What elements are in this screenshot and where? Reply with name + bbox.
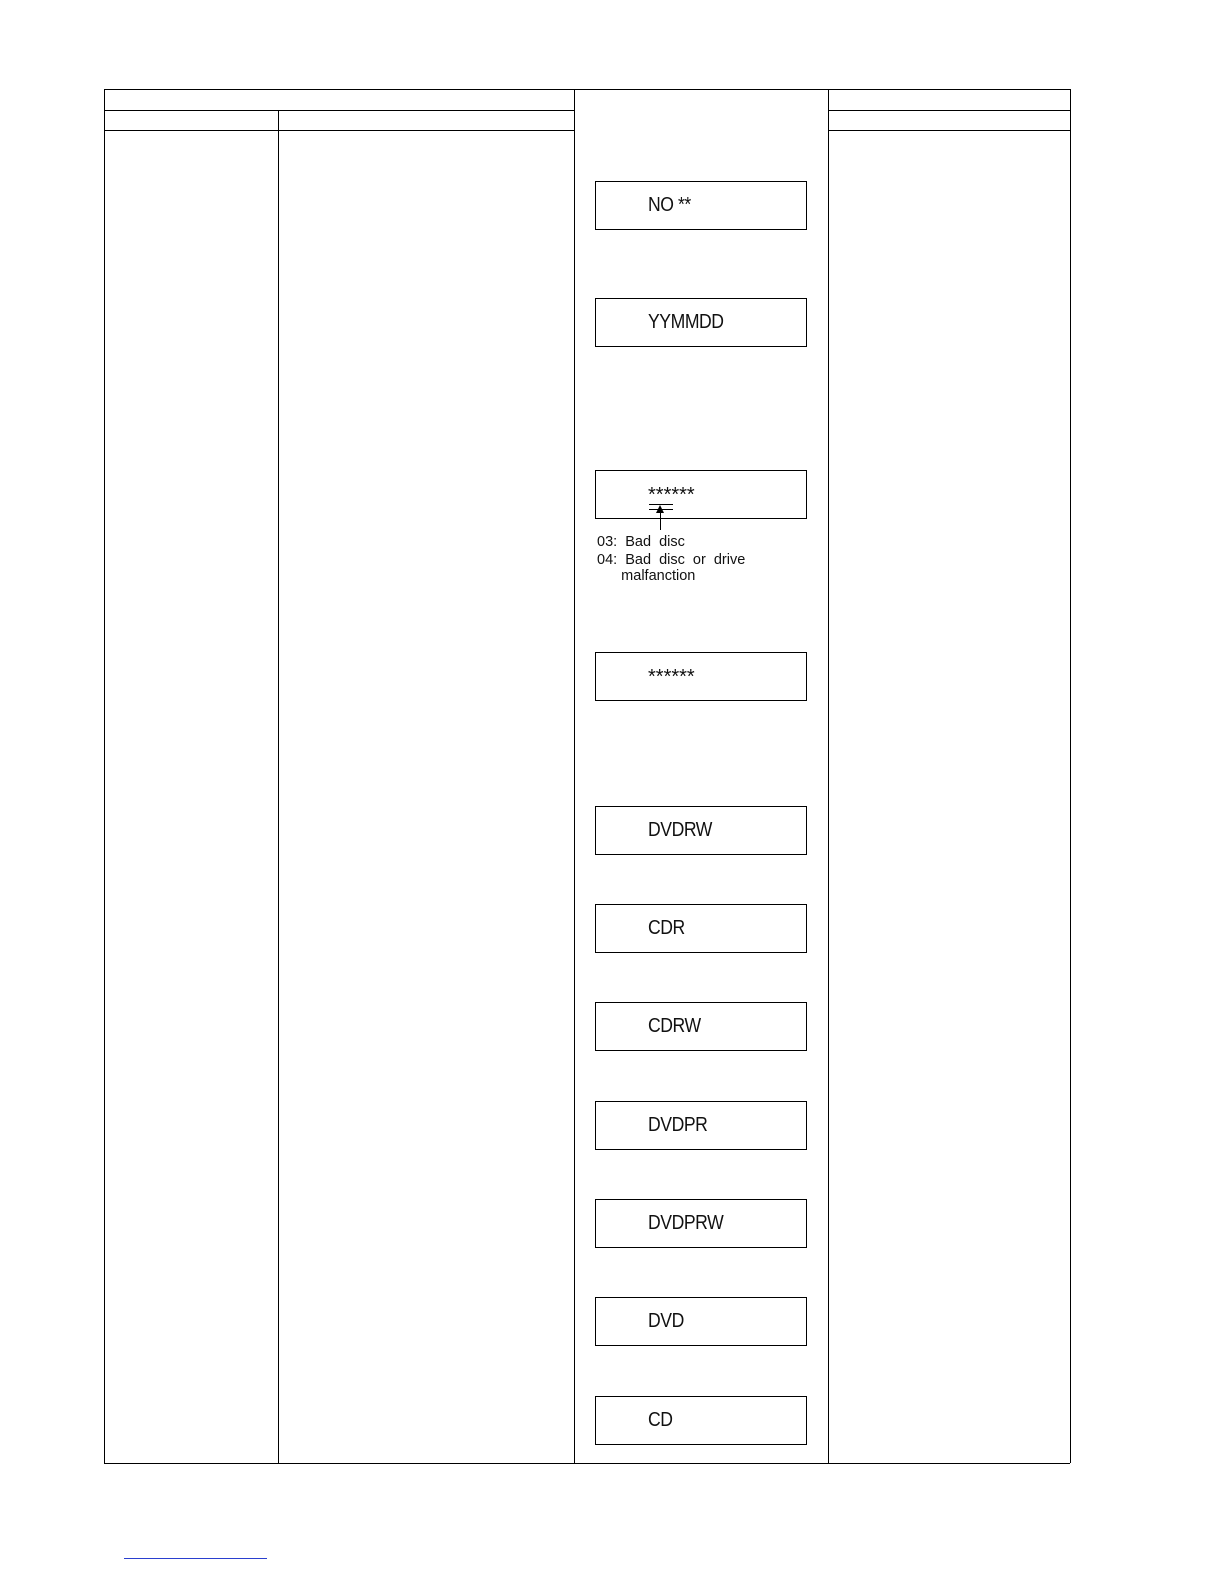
display-text: NO ** <box>648 194 691 216</box>
error-note-line-3: malfanction <box>597 568 696 584</box>
table-border-bottom <box>104 1463 1070 1464</box>
footer-link-underline[interactable] <box>124 1558 267 1559</box>
display-dvdrw <box>595 806 807 855</box>
header-row-divider-left <box>104 110 574 111</box>
display-no-number <box>595 181 807 230</box>
display-cdrw <box>595 1002 807 1051</box>
header-bottom-right <box>828 130 1070 131</box>
display-cdr <box>595 904 807 953</box>
display-dvdprw <box>595 1199 807 1248</box>
table-divider-col3 <box>828 89 829 1463</box>
table-border-left <box>104 89 105 1463</box>
display-text: ****** <box>648 484 695 506</box>
display-text: YYMMDD <box>648 311 724 333</box>
display-text: DVDPRW <box>648 1212 724 1234</box>
display-dvdpr <box>595 1101 807 1150</box>
display-cd <box>595 1396 807 1445</box>
display-text: CD <box>648 1409 673 1431</box>
table-border-top <box>104 89 1070 90</box>
header-bottom-left <box>104 130 574 131</box>
display-text: DVDRW <box>648 819 712 841</box>
display-date <box>595 298 807 347</box>
display-code <box>595 652 807 701</box>
display-text: DVDPR <box>648 1114 708 1136</box>
display-text: DVD <box>648 1310 684 1332</box>
table-divider-col2 <box>574 89 575 1463</box>
table-border-right <box>1070 89 1071 1463</box>
error-note-line-2: 04: Bad disc or drive <box>597 552 746 568</box>
display-text: CDRW <box>648 1015 701 1037</box>
header-row-divider-right <box>828 110 1070 111</box>
arrow-stem <box>660 508 661 530</box>
display-dvd <box>595 1297 807 1346</box>
display-text: ****** <box>648 666 695 688</box>
display-error-code <box>595 470 807 519</box>
table-divider-col1 <box>278 110 279 1463</box>
display-text: CDR <box>648 917 685 939</box>
error-note-line-1: 03: Bad disc <box>597 534 685 550</box>
